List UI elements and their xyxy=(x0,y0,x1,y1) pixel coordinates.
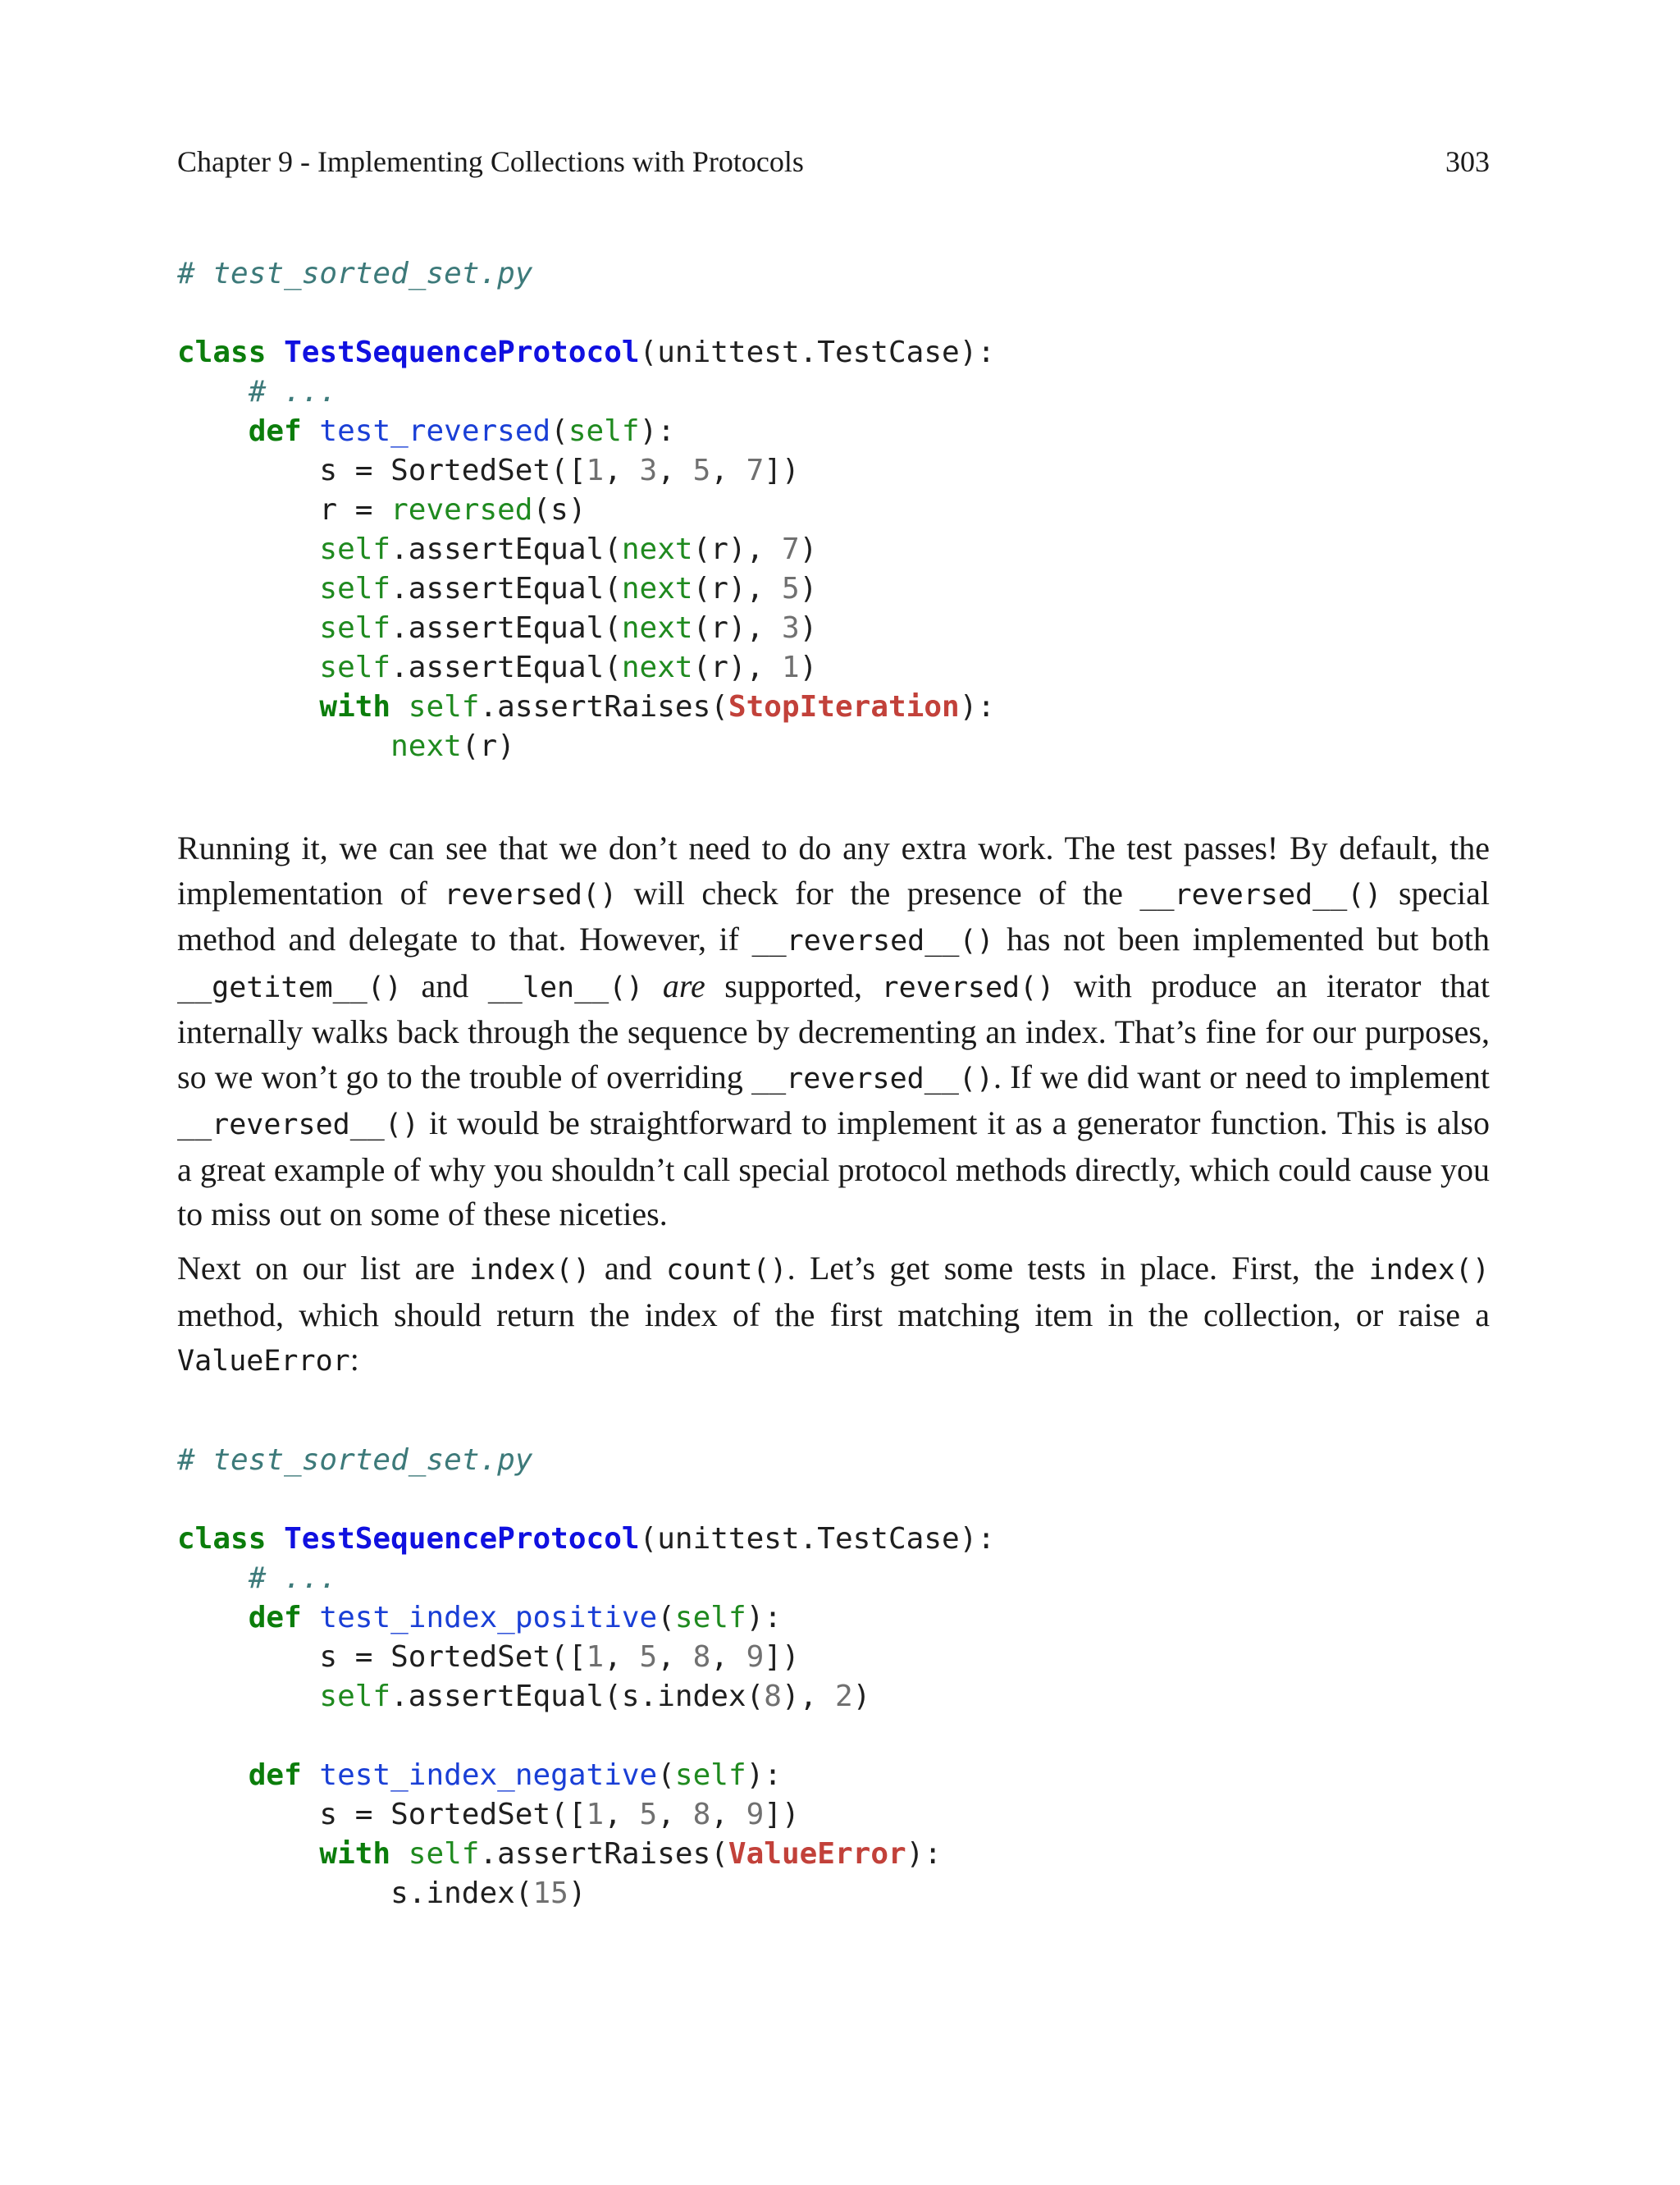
text-run: and xyxy=(401,967,488,1004)
inline-code: reversed() xyxy=(881,971,1055,1004)
number: 5 xyxy=(639,1798,658,1831)
code-line xyxy=(177,254,995,294)
code-text: (r), xyxy=(692,611,782,645)
code-text: s = SortedSet([ xyxy=(319,1640,587,1674)
code-line: self.assertEqual(next(r), 7) xyxy=(319,533,818,566)
code-line: s = SortedSet([1, 5, 8, 9]) xyxy=(319,1798,800,1831)
number: 7 xyxy=(746,454,765,487)
code-block-test-index xyxy=(177,1441,995,1913)
code-line: self.assertEqual(next(r), 5) xyxy=(319,572,818,606)
code-line xyxy=(177,1716,995,1756)
number: 5 xyxy=(639,1640,658,1674)
keyword-class: class xyxy=(177,336,267,369)
text-run: method, which should return the index of the first matching item in the collection, or raise a xyxy=(177,1296,1490,1333)
number: 5 xyxy=(692,454,711,487)
code-text: .assertEqual( xyxy=(390,651,622,684)
inline-code: index() xyxy=(1368,1254,1491,1287)
class-base: (unittest.TestCase): xyxy=(639,1522,996,1556)
inline-code: index() xyxy=(468,1254,591,1287)
code-line: with self.assertRaises(ValueError): xyxy=(319,1837,943,1871)
code-text: .assertEqual( xyxy=(390,572,622,606)
code-text: .assertEqual(s.index( xyxy=(390,1680,765,1713)
code-line: def test_reversed(self): xyxy=(248,414,675,448)
file-comment: # test_sorted_set.py xyxy=(177,1443,533,1477)
builtin-name: next xyxy=(621,572,693,606)
self-param: self xyxy=(568,414,640,448)
self-ref: self xyxy=(408,1837,480,1871)
text-run: Running it, we can see that we don’t need to do any extra work. The test passes! By default, the implementation of xyxy=(177,830,1490,912)
class-name: TestSequenceProtocol xyxy=(284,1522,640,1556)
inline-code: __getitem__() xyxy=(177,971,402,1004)
number: 8 xyxy=(692,1640,711,1674)
method-name: test_reversed xyxy=(319,414,551,448)
number: 1 xyxy=(781,651,800,684)
keyword-class: class xyxy=(177,1522,267,1556)
text-run: it would be straightforward to implement it as a generator function. This is also a great example of why you shouldn’t call special protocol methods directly, which could cause you to miss out on some of these niceties. xyxy=(177,1104,1490,1232)
number: 3 xyxy=(639,454,658,487)
code-line: self.assertEqual(next(r), 3) xyxy=(319,611,818,645)
code-line xyxy=(177,1441,995,1480)
ellipsis-comment: # ... xyxy=(248,375,338,409)
code-text: .assertEqual( xyxy=(390,611,622,645)
method-name: test_index_negative xyxy=(319,1758,658,1792)
number: 7 xyxy=(781,533,800,566)
code-text: s = SortedSet([ xyxy=(319,454,587,487)
text-run: will check for the presence of the xyxy=(617,874,1140,912)
code-line: self.assertEqual(next(r), 1) xyxy=(319,651,818,684)
exception-name: ValueError xyxy=(728,1837,906,1871)
text-run: : xyxy=(349,1341,359,1378)
inline-code: __reversed__() xyxy=(751,925,994,958)
code-text: (r) xyxy=(461,729,515,763)
code-text: (r), xyxy=(692,651,782,684)
code-text: s = SortedSet([ xyxy=(319,1798,587,1831)
code-line xyxy=(177,727,995,766)
code-line xyxy=(177,373,995,412)
number: 8 xyxy=(764,1680,782,1713)
self-ref: self xyxy=(319,1680,391,1713)
self-ref: self xyxy=(408,690,480,724)
builtin-name: reversed xyxy=(390,493,533,527)
number: 2 xyxy=(834,1680,853,1713)
number: 8 xyxy=(692,1798,711,1831)
code-text: s.index( xyxy=(390,1876,533,1910)
text-run: special method and delegate to that. However, if xyxy=(177,874,1490,958)
paragraph-reversed-explanation xyxy=(177,826,1490,1237)
inline-code: count() xyxy=(666,1254,788,1287)
keyword-with: with xyxy=(319,690,391,724)
code-line xyxy=(177,1520,995,1559)
file-comment: # test_sorted_set.py xyxy=(177,257,533,290)
class-name: TestSequenceProtocol xyxy=(284,336,640,369)
number: 3 xyxy=(781,611,800,645)
code-text: .assertEqual( xyxy=(390,533,622,566)
page-number: 303 xyxy=(1445,145,1490,178)
inline-code: __reversed__() xyxy=(751,1062,994,1095)
keyword-with: with xyxy=(319,1837,391,1871)
keyword-def: def xyxy=(248,1758,302,1792)
self-ref: self xyxy=(319,651,391,684)
text-run: . If we did want or need to implement xyxy=(993,1058,1490,1095)
code-text: (r), xyxy=(692,572,782,606)
inline-code: __reversed__() xyxy=(177,1108,420,1141)
number: 1 xyxy=(586,1640,605,1674)
number: 15 xyxy=(532,1876,568,1910)
code-line: self.assertEqual(s.index(8), 2) xyxy=(319,1680,871,1713)
code-text: (r), xyxy=(692,533,782,566)
ellipsis-comment: # ... xyxy=(248,1561,338,1595)
exception-name: StopIteration xyxy=(728,690,960,724)
keyword-def: def xyxy=(248,414,302,448)
keyword-def: def xyxy=(248,1601,302,1634)
text-run: and xyxy=(590,1250,667,1287)
number: 9 xyxy=(746,1640,765,1674)
text-run: has not been implemented but both xyxy=(993,921,1490,958)
code-text: (s) xyxy=(532,493,587,527)
self-ref: self xyxy=(319,533,391,566)
builtin-name: next xyxy=(621,611,693,645)
text-run: with produce an iterator that internally walks back through the sequence by decrementing an index. That’s fine for our purposes, so we won’t go to the trouble of overriding xyxy=(177,967,1491,1095)
code-line: def test_index_negative(self): xyxy=(248,1758,782,1792)
code-block-test-reversed xyxy=(177,254,995,766)
text-run: . Let’s get some tests in place. First, the xyxy=(787,1250,1369,1287)
self-param: self xyxy=(674,1601,746,1634)
number: 5 xyxy=(781,572,800,606)
code-line xyxy=(177,491,995,530)
code-line: s = SortedSet([1, 3, 5, 7]) xyxy=(319,454,800,487)
number: 1 xyxy=(586,454,605,487)
self-ref: self xyxy=(319,572,391,606)
code-line xyxy=(177,1559,995,1598)
builtin-name: next xyxy=(390,729,462,763)
code-line xyxy=(177,333,995,373)
emphasis: are xyxy=(662,967,705,1004)
inline-code: __len__() xyxy=(487,971,644,1004)
inline-code: reversed() xyxy=(444,878,618,912)
code-text: .assertRaises( xyxy=(479,1837,728,1871)
paragraph-index-count xyxy=(177,1246,1490,1384)
builtin-name: next xyxy=(621,651,693,684)
code-line: s = SortedSet([1, 5, 8, 9]) xyxy=(319,1640,800,1674)
builtin-name: next xyxy=(621,533,693,566)
text-run: supported, xyxy=(705,967,882,1004)
self-ref: self xyxy=(319,611,391,645)
number: 1 xyxy=(586,1798,605,1831)
code-line: with self.assertRaises(StopIteration): xyxy=(319,690,996,724)
inline-code: __reversed__() xyxy=(1139,878,1382,912)
code-line xyxy=(177,294,995,333)
code-line: def test_index_positive(self): xyxy=(248,1601,782,1634)
self-param: self xyxy=(674,1758,746,1792)
inline-code: ValueError xyxy=(177,1345,350,1378)
text-run: Next on our list are xyxy=(177,1250,469,1287)
code-text: r = xyxy=(319,493,391,527)
code-line xyxy=(177,1480,995,1520)
code-text: .assertRaises( xyxy=(479,690,728,724)
method-name: test_index_positive xyxy=(319,1601,658,1634)
chapter-title: Chapter 9 - Implementing Collections with Protocols xyxy=(177,145,804,178)
number: 9 xyxy=(746,1798,765,1831)
code-line: s.index(15) xyxy=(390,1876,587,1910)
class-base: (unittest.TestCase): xyxy=(639,336,996,369)
